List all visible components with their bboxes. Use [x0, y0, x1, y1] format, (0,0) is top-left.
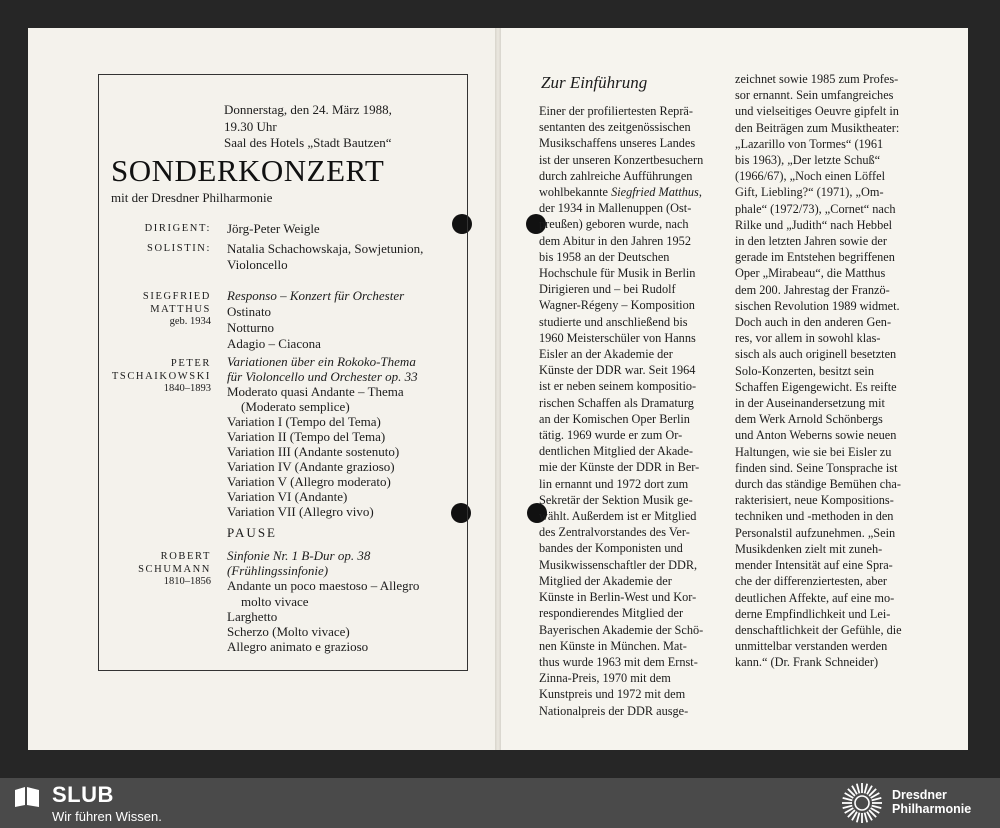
concert-venue: Saal des Hotels „Stadt Bautzen“ — [224, 135, 392, 150]
intro-text-line: deutlichen Affekte, auf eine mo- — [735, 590, 895, 605]
movement: Variation II (Tempo del Tema) — [227, 429, 386, 444]
intro-text-line: Oper „Mirabeau“, die Matthus — [735, 266, 886, 281]
intro-text-line: nen Künste in München. Mat- — [539, 638, 687, 653]
intro-text-line: che der differenziertesten, aber — [735, 574, 888, 589]
intro-text-line: Solo-Konzerten, besitzt sein — [735, 363, 874, 378]
program-subtitle: mit der Dresdner Philharmonie — [111, 190, 273, 205]
composer-matthus — [101, 290, 211, 327]
intro-text-line: Hochschule für Musik in Berlin — [539, 266, 696, 281]
philharmonie-logo-text[interactable] — [892, 788, 971, 816]
logo-ray — [843, 806, 853, 809]
work-title: Sinfonie Nr. 1 B-Dur op. 38 — [227, 548, 371, 563]
intro-text-line: in den letzten Jahren sowie der — [735, 234, 887, 249]
intro-text-line: Zinna-Preis, 1970 mit dem — [539, 671, 671, 686]
movement: Larghetto — [227, 608, 278, 624]
intro-text-line: Nationalpreis der DDR ausge- — [539, 703, 689, 718]
intro-text-line: rischen Schaffen als Dramaturg — [539, 395, 694, 410]
movement: Andante un poco maestoso – Allegro — [227, 578, 420, 594]
soloist-instrument: Violoncello — [227, 257, 288, 272]
intro-text-line: phale“ (1972/73), „Cornet“ nach — [735, 201, 896, 216]
intro-text-line: durch das ständige Bemühen cha- — [735, 477, 901, 492]
intro-text-line: „Lazarillo von Tormes“ (1961 — [735, 136, 884, 151]
logo-ray — [865, 813, 868, 823]
intro-text-line: res, vor allem in sowohl klas- — [735, 331, 881, 346]
intro-text-line: rakterisiert, neue Kompositions- — [735, 493, 894, 508]
concert-time: 19.30 Uhr — [224, 118, 277, 134]
intro-text-line: denschaftlichkeit der Gefühle, die — [735, 622, 902, 637]
movement: Variation IV (Andante grazioso) — [227, 459, 395, 474]
intro-text-line: dem 200. Jahrestag der Franzö- — [735, 282, 890, 297]
composer-last-name: MATTHUS — [150, 304, 211, 315]
intro-text-line: mender Intensität auf eine Spra- — [735, 558, 893, 573]
intro-text-line: Einer der profiliertesten Reprä- — [539, 104, 693, 118]
intro-text-line: und vielseitiges Oeuvre gipfelt in — [735, 104, 899, 119]
work-title: Variationen über ein Rokoko-Thema — [227, 354, 416, 369]
intro-text-line: Sekretär der Sektion Musik ge- — [539, 492, 693, 507]
conductor-name: Jörg-Peter Weigle — [227, 221, 320, 236]
intro-heading: Zur Einführung — [541, 73, 648, 92]
intro-text-line: Gift, Liebling?“ (1971), „Om- — [735, 185, 884, 200]
slub-tagline: Wir führen Wissen. — [52, 809, 162, 824]
intro-text-line: zeichnet sowie 1985 zum Profes- — [735, 72, 899, 86]
logo-ray — [872, 798, 882, 801]
intro-text-line: Doch auch in den anderen Gen- — [735, 315, 892, 330]
movement: Variation V (Allegro moderato) — [227, 474, 391, 489]
movement: Variation VI (Andante) — [227, 489, 348, 504]
composer-name-italic: Siegfried Matthus — [611, 185, 699, 200]
intro-text-line: Eisler an der Akademie der — [539, 347, 673, 362]
composer-years: 1810–1856 — [163, 576, 211, 587]
work-matthus — [227, 288, 404, 352]
intro-text-line: respondierendes Mitglied der — [539, 606, 684, 621]
intro-text-line: ist der unseren Konzertbesuchern — [539, 152, 704, 167]
composer-last-name: TSCHAIKOWSKI — [111, 371, 211, 382]
intro-text-line: mie der Künste der DDR in Ber- — [539, 460, 700, 475]
movement: Variation VII (Allegro vivo) — [227, 504, 374, 519]
book-icon — [14, 786, 40, 808]
soloist-name — [227, 241, 423, 273]
page-gutter — [495, 28, 501, 750]
intro-text-line: Kunstpreis und 1972 mit dem — [539, 687, 686, 702]
intro-text-line: wählt. Außerdem ist er Mitglied — [539, 509, 697, 524]
intro-text-line: und Anton Weberns sowie neuen — [735, 428, 897, 443]
movement: Ostinato — [227, 304, 272, 319]
composer-tschaikowski — [101, 357, 211, 394]
philharmonie-logo-icon — [840, 781, 884, 825]
intro-text-line: unmittelbar verstanden werden — [735, 639, 888, 654]
intro-text-line: Wagner-Régeny – Komposition — [539, 298, 695, 313]
composer-years: geb. 1934 — [169, 316, 211, 327]
work-schumann — [227, 548, 419, 654]
logo-ray — [872, 806, 882, 809]
intro-text-line: sisch als auch originell besetzten — [735, 347, 897, 362]
intro-text-line: des Zentralvorstandes des Ver- — [539, 525, 690, 540]
soloist-label: SOLISTIN: — [147, 243, 211, 254]
intro-text-line: Bayerischen Akademie der Schö- — [539, 622, 704, 637]
intro-text-line: bis 1958 an der Deutschen — [539, 249, 670, 264]
composer-first-name: PETER — [170, 358, 211, 369]
intro-text-line: durch zahlreiche Aufführungen — [539, 168, 693, 183]
conductor-label: DIRIGENT: — [144, 223, 211, 234]
intro-column-right — [735, 71, 917, 671]
intro-text-line: lin ernannt und 1972 dort zum — [539, 476, 689, 491]
logo-ray — [865, 784, 868, 794]
composer-last-name: SCHUMANN — [138, 564, 211, 575]
intro-text-line: bis 1963), „Der letzte Schuß“ — [735, 153, 881, 168]
composer-first-name: ROBERT — [160, 551, 211, 562]
viewer-footer — [0, 778, 1000, 828]
intro-text-line: kann.“ (Dr. Frank Schneider) — [735, 655, 879, 670]
intro-text-line: 1960 Meisterschüler von Hanns — [539, 330, 696, 345]
intro-text-line: Musikwissenschaftler der DDR, — [539, 557, 698, 572]
intro-text-line: dem Abitur in den Jahren 1952 — [539, 233, 691, 248]
movement: Scherzo (Molto vivace) — [227, 624, 350, 640]
intro-text-line: Rilke und „Judith“ nach Hebbel — [735, 217, 893, 232]
movement: Moderato quasi Andante – Thema — [227, 384, 404, 399]
intro-text-line: Personalstil aufzunehmen. „Sein — [735, 525, 896, 540]
intro-text-line: tätig. 1969 wurde er zum Or- — [539, 428, 683, 443]
intro-text-line: Musikdenken zielt mit zuneh- — [735, 541, 883, 556]
concert-date-venue — [224, 102, 392, 152]
logo-ray — [857, 813, 860, 823]
intro-text-line: sentanten des zeitgenössischen — [539, 120, 691, 135]
work-tschaikowski — [227, 354, 418, 519]
intro-text-line: Musikschaffens unseres Landes — [539, 136, 696, 151]
intro-text-line: Mitglied der Akademie der — [539, 573, 672, 588]
intro-text-line: techniken und -methoden in den — [735, 509, 894, 524]
intro-text-line: sor ernannt. Sein umfangreiches — [735, 88, 894, 103]
intro-text-line: Dirigieren und – bei Rudolf — [539, 282, 676, 297]
work-title: für Violoncello und Orchester op. 33 — [227, 369, 418, 384]
intro-text-line: derne Empfindlichkeit und Lei- — [735, 606, 891, 621]
work-title: (Frühlingssinfonie) — [227, 563, 329, 579]
pause-label: PAUSE — [227, 525, 277, 540]
movement: Adagio – Ciacona — [227, 336, 321, 351]
intro-text-line: an der Komischen Oper Berlin — [539, 411, 690, 426]
program-title: SONDERKONZERT — [111, 153, 385, 188]
intro-text-line: sischen Revolution 1989 widmet. — [735, 298, 900, 313]
intro-text-line: finden sind. Seine Tonsprache ist — [735, 460, 898, 475]
intro-text-line: Haltungen, wie sie bei Eisler zu — [735, 444, 892, 459]
intro-text-line: studierte und anschließend bis — [539, 314, 688, 329]
movement: Notturno — [227, 320, 274, 335]
movement: (Moderato semplice) — [241, 399, 350, 414]
slub-logo-text[interactable]: SLUB — [52, 782, 114, 807]
intro-text-line: wohlbekannte Siegfried Matthus, — [539, 185, 702, 200]
logo-ray — [843, 798, 853, 801]
intro-text-line: (1966/67), „Noch einen Löffel — [735, 169, 886, 184]
intro-text-line: Schaffen Eigengewicht. Es reifte — [735, 379, 897, 394]
composer-years: 1840–1893 — [163, 383, 211, 394]
intro-text-line: bandes der Komponisten und — [539, 541, 683, 556]
movement: Variation III (Andante sostenuto) — [227, 444, 400, 459]
intro-text-line: Künste in Berlin-West und Kor- — [539, 590, 697, 605]
partner-name-line: Philharmonie — [892, 802, 972, 816]
intro-text-line: der 1934 in Mallenuppen (Ost- — [539, 201, 692, 216]
movement: Allegro animato e grazioso — [227, 639, 369, 655]
intro-text-line: preußen) geboren wurde, nach — [539, 217, 689, 232]
concert-date: Donnerstag, den 24. März 1988, — [224, 102, 392, 117]
intro-text-line: gerade im Entstehen begriffenen — [735, 250, 895, 265]
intro-text-line: thus wurde 1963 mit dem Ernst- — [539, 654, 698, 669]
intro-text-line: den Beiträgen zum Musiktheater: — [735, 120, 900, 135]
composer-first-name: SIEGFRIED — [142, 291, 211, 302]
logo-ray — [857, 784, 860, 794]
intro-text-line: Künste der DDR war. Seit 1964 — [539, 363, 696, 378]
intro-text-line: dem Werk Arnold Schönbergs — [735, 412, 883, 427]
intro-text-line: dentlichen Mitglied der Akade- — [539, 444, 694, 459]
partner-name-line: Dresdner — [892, 788, 947, 802]
intro-column-left — [539, 103, 719, 719]
intro-text-line: ist er neben seinem kompositio- — [539, 379, 697, 394]
composer-schumann — [101, 550, 211, 587]
movement: molto vivace — [241, 593, 309, 609]
soloist-line: Natalia Schachowskaja, Sowjetunion, — [227, 241, 424, 256]
movement: Variation I (Tempo del Tema) — [227, 414, 381, 429]
work-title: Responso – Konzert für Orchester — [227, 288, 405, 303]
intro-text-line: in der Auseinandersetzung mit — [735, 396, 885, 411]
